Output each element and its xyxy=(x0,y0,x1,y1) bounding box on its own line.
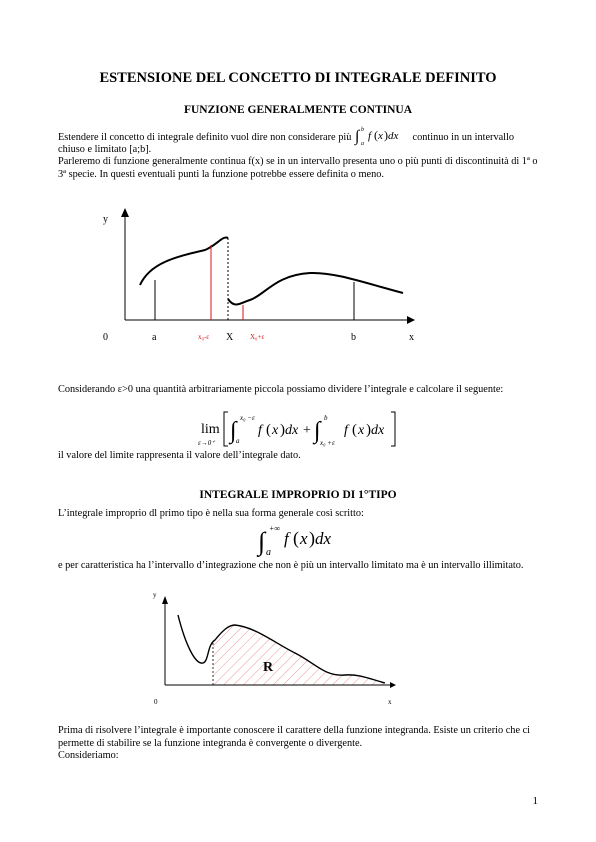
svg-text:∫: ∫ xyxy=(314,418,321,444)
p1-text-before: Estendere il concetto di integrale definito vuol dire non considerare più xyxy=(58,132,352,143)
p1-text-after: continuo in un intervallo xyxy=(412,132,515,143)
svg-text:b: b xyxy=(324,414,328,422)
svg-text:x₀ −ε: x₀ −ε xyxy=(240,414,255,422)
svg-text:x: x xyxy=(358,423,365,438)
section1-paragraph-4: il valore del limite rappresenta il valore dell’integrale dato. xyxy=(58,450,301,461)
svg-text:(: ( xyxy=(266,422,271,438)
section2-paragraph-3: Prima di risolvere l’integrale è importante conoscere il carattere della funzione integranda. Esiste un criterio che ci permette di stabilire se la funzione integranda è convergente o divergente. xyxy=(58,725,531,749)
page-title: ESTENSIONE DEL CONCETTO DI INTEGRALE DEFINITO xyxy=(99,70,497,86)
svg-text:dx: dx xyxy=(387,130,399,142)
page-number: 1 xyxy=(532,795,538,807)
x-axis-arrow xyxy=(407,316,415,324)
section-heading-continua: FUNZIONE GENERALMENTE CONTINUA xyxy=(183,104,413,116)
curve-left xyxy=(140,237,228,285)
label-origin: 0 xyxy=(103,332,108,343)
svg-text:x: x xyxy=(377,130,383,142)
label-region-r: R xyxy=(263,660,274,675)
svg-text:x: x xyxy=(272,423,279,438)
svg-text:): ) xyxy=(309,528,315,548)
label-x-2: x xyxy=(388,698,392,706)
svg-text:dx: dx xyxy=(371,423,385,438)
inline-integral-formula xyxy=(354,126,410,146)
section1-paragraph-3: Considerando ε>0 una quantità arbitrariamente piccola possiamo dividere l’integrale e calcolare il seguente: xyxy=(58,384,504,395)
svg-text:ε→0⁺: ε→0⁺ xyxy=(198,439,215,447)
section1-paragraph-1 xyxy=(58,126,542,146)
label-y-2: y xyxy=(153,591,157,599)
y-axis-arrow xyxy=(121,208,129,217)
y-axis-arrow-2 xyxy=(162,596,168,604)
svg-text:f: f xyxy=(258,423,262,438)
section2-paragraph-2: e per caratteristica ha l’intervallo d’integrazione che non è più un intervallo limitato ma è un intervallo illimitato. xyxy=(58,560,524,571)
svg-text:f: f xyxy=(367,130,372,142)
improper-integral-formula xyxy=(256,520,346,558)
svg-text:∫: ∫ xyxy=(354,128,360,145)
label-x0-plus: X₀+ε xyxy=(250,333,265,341)
svg-text:dx: dx xyxy=(315,529,332,548)
svg-text:a: a xyxy=(266,547,271,558)
svg-text:x₀ +ε: x₀ +ε xyxy=(320,439,335,447)
x-axis-arrow-2 xyxy=(390,682,396,688)
section1-paragraph-1-line2: chiuso e limitato [a;b]. xyxy=(58,144,152,155)
section2-paragraph-1: L’integrale improprio dl primo tipo è nella sua forma generale così scritto: xyxy=(58,508,364,519)
graph-generalmente-continua xyxy=(95,205,425,350)
label-x0-minus: x₀-ε xyxy=(198,333,210,341)
svg-text:+∞: +∞ xyxy=(269,524,281,533)
label-a: a xyxy=(152,332,157,343)
svg-text:): ) xyxy=(383,128,388,142)
svg-text:∫: ∫ xyxy=(258,527,266,556)
graph-improper-integral xyxy=(145,585,405,710)
svg-text:b: b xyxy=(360,127,364,133)
svg-text:(: ( xyxy=(293,528,299,548)
label-y: y xyxy=(103,214,108,225)
svg-text:): ) xyxy=(280,422,285,438)
label-b: b xyxy=(351,332,356,343)
svg-text:∫: ∫ xyxy=(230,418,237,444)
limit-formula xyxy=(196,408,406,450)
section1-paragraph-2: Parleremo di funzione generalmente continua f(x) se in un intervallo presenta uno o più punti di discontinuità di 1ª o 3ª specie. In questi eventuali punti la funzione potrebbe essere definita o meno. xyxy=(58,156,538,180)
svg-text:f: f xyxy=(284,529,289,548)
section-heading-improprio: INTEGRALE IMPROPRIO DI 1°TIPO xyxy=(199,489,397,501)
svg-text:x: x xyxy=(300,529,308,548)
label-x: x xyxy=(409,332,414,343)
label-x0: X xyxy=(226,332,234,343)
svg-text:a: a xyxy=(360,141,364,146)
curve-right xyxy=(228,273,403,305)
svg-text:(: ( xyxy=(373,128,378,142)
svg-text:f: f xyxy=(344,423,348,438)
svg-text:dx: dx xyxy=(285,423,299,438)
section2-paragraph-4: Consideriamo: xyxy=(58,750,119,761)
svg-text:): ) xyxy=(366,422,371,438)
svg-text:(: ( xyxy=(352,422,357,438)
label-origin-2: 0 xyxy=(154,698,158,706)
svg-text:lim: lim xyxy=(201,422,220,437)
svg-text:a: a xyxy=(236,437,240,445)
svg-text:+: + xyxy=(303,423,311,438)
